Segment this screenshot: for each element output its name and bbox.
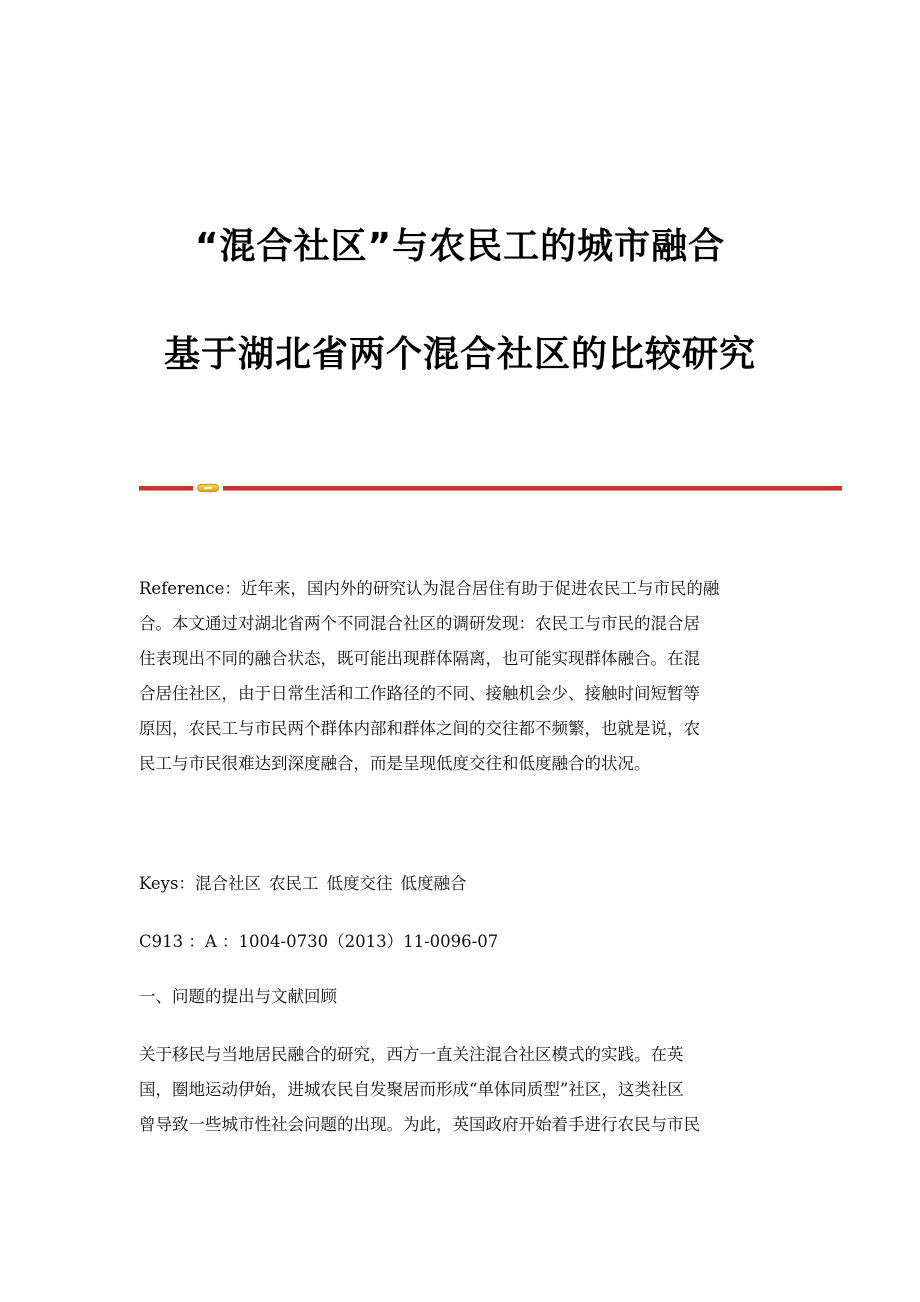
keyword: 低度融合 [400,874,467,893]
title-divider [139,484,842,492]
divider-bar-left [139,486,193,491]
abstract-line: 住表现出不同的融合状态，既可能出现群体隔离，也可能实现群体融合。在混 [139,649,700,668]
keywords-label: Keys： [139,874,195,893]
body-paragraph [139,1037,779,1142]
paragraph-line: 关于移民与当地居民融合的研究，西方一直关注混合社区模式的实践。在英 [139,1045,684,1064]
document-title-line-1: “混合社区”与农民工的城市融合 [194,226,726,267]
keyword: 混合社区 [194,874,261,893]
paragraph-line: 国，圈地运动伊始，进城农民自发聚居而形成“单体同质型”社区，这类社区 [139,1080,684,1099]
abstract-line: 合。本文通过对湖北省两个不同混合社区的调研发现：农民工与市民的混合居 [139,614,700,633]
keywords [139,872,474,896]
abstract-line: 民工与市民很难达到深度融合，而是呈现低度交往和低度融合的状况。 [139,754,651,773]
section-heading: 一、问题的提出与文献回顾 [139,987,337,1006]
divider-bar-right [223,486,842,491]
document-subtitle: 基于湖北省两个混合社区的比较研究 [163,334,756,375]
keyword: 农民工 [268,874,319,893]
paragraph-line: 曾导致一些城市性社会问题的出现。为此，英国政府开始着手进行农民与市民 [139,1115,700,1134]
keyword: 低度交往 [326,874,393,893]
abstract-line: 原因，农民工与市民两个群体内部和群体之间的交往都不频繁，也就是说，农 [139,719,700,738]
divider-emblem-icon [197,484,219,492]
classification-code: C913 ：A ：1004-0730（2013）11-0096-07 [139,932,499,951]
abstract [139,571,779,781]
abstract-line: 合居住社区，由于日常生活和工作路径的不同、接触机会少、接触时间短暂等 [139,684,700,703]
abstract-line: Reference：近年来，国内外的研究认为混合居住有助于促进农民工与市民的融 [139,579,720,598]
